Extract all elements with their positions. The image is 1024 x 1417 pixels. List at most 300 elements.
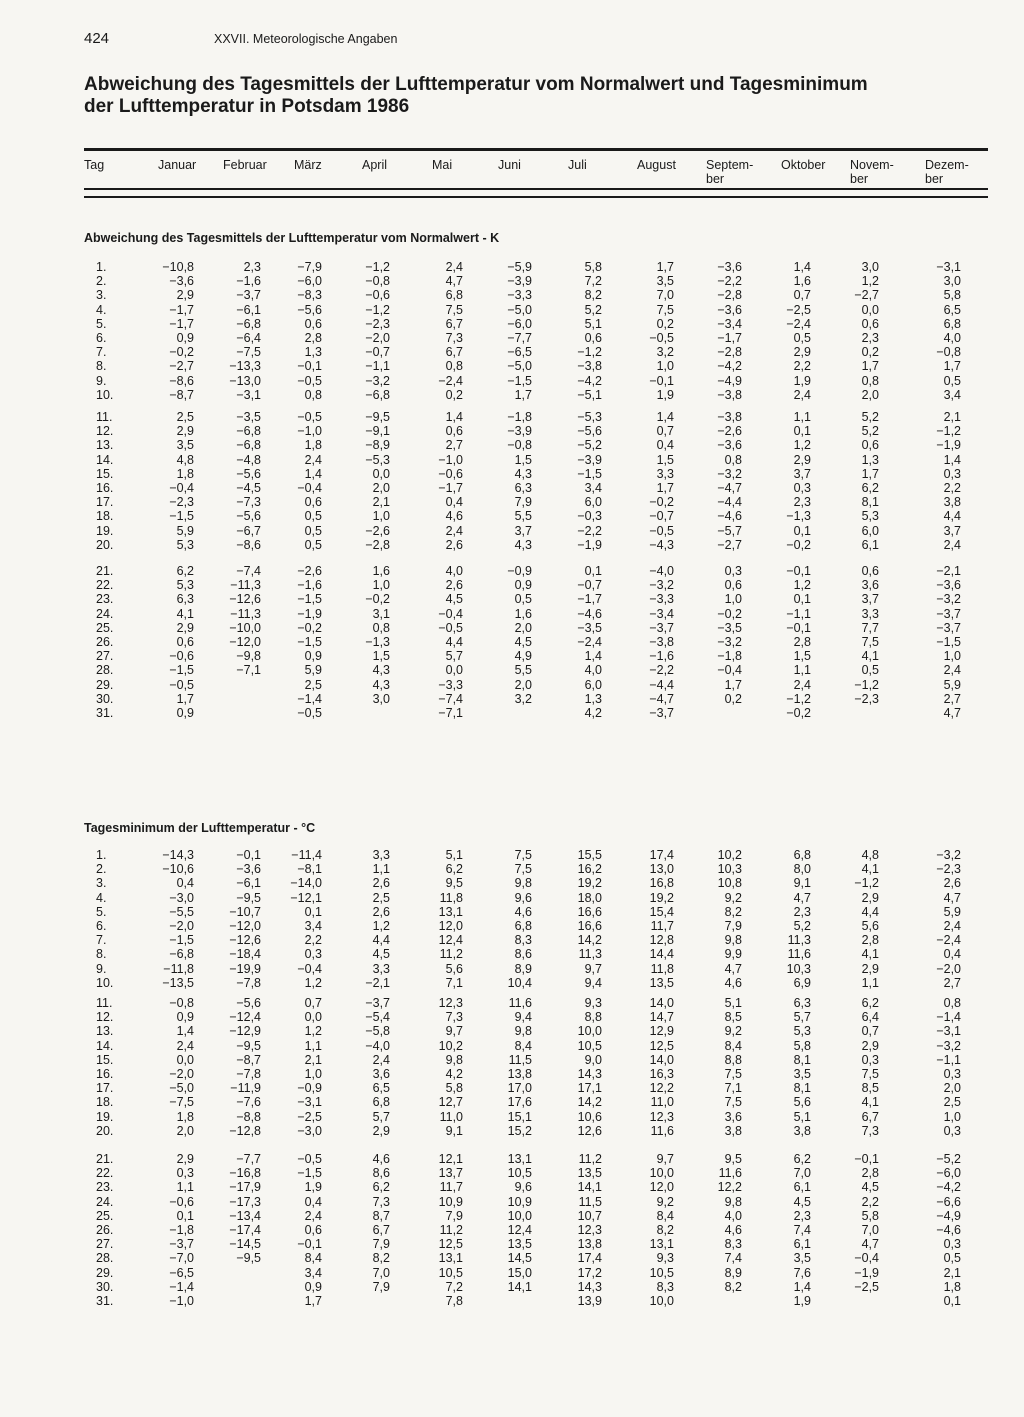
table-cell: −1,2: [936, 424, 961, 439]
table-cell: −2,7: [854, 288, 879, 303]
column-header-sep: [706, 158, 753, 186]
table-cell: 2,3: [793, 1208, 811, 1223]
table-cell: 0,2: [724, 691, 742, 706]
table-cell: 12,0: [438, 919, 463, 933]
column-header-label: Dezem-: [925, 158, 969, 172]
column-header-label: April: [362, 158, 388, 172]
table-cell: −3,3: [649, 592, 674, 607]
table-cell: −0,2: [786, 706, 811, 720]
column-header-aug: [637, 158, 676, 172]
table-cell: 0,5: [514, 592, 532, 607]
day-label: 1.: [96, 848, 107, 862]
table-cell: 3,5: [793, 1251, 811, 1266]
table-cell: 5,8: [793, 1038, 811, 1053]
table-cell: −2,4: [438, 373, 463, 388]
table-cell: 2,7: [943, 691, 961, 706]
table-cell: −5,1: [577, 387, 602, 402]
table-top-rule: [84, 148, 988, 151]
table-cell: 8,3: [514, 933, 532, 948]
table-cell: −4,6: [577, 606, 602, 621]
table-cell: 0,6: [304, 1223, 322, 1237]
table-cell: 0,6: [861, 438, 879, 453]
table-cell: 8,5: [861, 1081, 879, 1096]
table-cell: 13,5: [649, 975, 674, 990]
table-cell: 6,8: [793, 848, 811, 862]
table-cell: −2,3: [936, 862, 961, 877]
column-header-dez: [925, 158, 969, 186]
table-cell: 3,7: [514, 523, 532, 538]
day-label: 28.: [96, 1251, 114, 1266]
table-cell: 0,0: [861, 302, 879, 317]
table-cell: 14,4: [649, 947, 674, 962]
table-cell: −0,1: [854, 1152, 879, 1166]
table-cell: 6,1: [861, 537, 879, 552]
day-label: 12.: [96, 424, 114, 439]
table-cell: −2,5: [297, 1109, 322, 1124]
table-cell: 5,6: [861, 919, 879, 933]
table-cell: 2,2: [861, 1194, 879, 1209]
table-cell: 6,1: [793, 1180, 811, 1195]
table-cell: 12,6: [577, 1123, 602, 1138]
table-cell: 0,6: [861, 564, 879, 578]
table-cell: −6,1: [236, 876, 261, 891]
table-cell: −12,4: [229, 1010, 261, 1025]
table-cell: 17,0: [507, 1081, 532, 1096]
table-cell: 6,7: [445, 316, 463, 331]
table-cell: 14,0: [649, 996, 674, 1010]
table-cell: 4,5: [514, 635, 532, 649]
table-cell: −5,0: [507, 359, 532, 374]
table-cell: 10,9: [507, 1194, 532, 1209]
table-cell: 0,6: [176, 635, 194, 649]
table-cell: −11,9: [230, 1081, 261, 1096]
table-cell: 9,8: [445, 1052, 463, 1067]
table-cell: −6,0: [507, 316, 532, 331]
title-line-2: der Lufttemperatur in Potsdam 1986: [84, 96, 410, 117]
table-cell: 1,5: [793, 649, 811, 664]
table-cell: −6,8: [236, 316, 261, 331]
table-cell: 8,3: [656, 1279, 674, 1294]
table-cell: 2,5: [304, 677, 322, 692]
table-cell: 5,8: [584, 260, 602, 274]
table-cell: 9,7: [656, 1152, 674, 1166]
table-cell: −4,0: [365, 1038, 390, 1053]
table-cell: 10,0: [649, 1166, 674, 1181]
table-cell: 8,2: [724, 1279, 742, 1294]
table-cell: 0,5: [943, 1251, 961, 1266]
table-cell: −3,6: [936, 578, 961, 593]
table-cell: 2,0: [372, 481, 390, 495]
table-cell: 14,3: [577, 1067, 602, 1081]
table-cell: −0,4: [297, 961, 322, 976]
table-cell: −7,7: [507, 331, 532, 345]
day-label: 17.: [96, 1081, 114, 1096]
table-cell: −1,2: [577, 345, 602, 360]
table-cell: 16,2: [577, 862, 602, 877]
table-cell: 0,4: [656, 438, 674, 453]
table-cell: 4,7: [943, 706, 961, 720]
table-cell: 0,0: [176, 1052, 194, 1067]
table-cell: −1,9: [936, 438, 961, 453]
table-cell: 1,0: [943, 649, 961, 664]
table-cell: 1,8: [176, 1109, 194, 1124]
table-cell: 11,6: [718, 1166, 742, 1181]
table-cell: 4,4: [372, 933, 390, 948]
table-cell: 14,3: [577, 1279, 602, 1294]
table-cell: 7,6: [793, 1265, 811, 1280]
table-cell: 5,6: [793, 1095, 811, 1110]
table-cell: 2,2: [793, 359, 811, 374]
table-cell: 2,0: [514, 677, 532, 692]
table-cell: 0,7: [304, 996, 322, 1010]
table-cell: −0,5: [169, 677, 194, 692]
table-cell: 8,7: [372, 1208, 390, 1223]
table-cell: 4,5: [793, 1194, 811, 1209]
table-cell: 6,3: [514, 481, 532, 495]
table-cell: 1,5: [656, 452, 674, 467]
table-cell: 2,9: [861, 890, 879, 905]
table-cell: −5,4: [365, 1010, 390, 1025]
table-cell: −12,0: [229, 919, 261, 933]
table-cell: −1,5: [169, 509, 194, 524]
day-label: 23.: [96, 1180, 114, 1195]
table-cell: −8,1: [297, 862, 322, 877]
table-cell: 10,3: [786, 961, 811, 976]
table-cell: 2,6: [445, 578, 463, 593]
table-cell: −1,0: [169, 1294, 194, 1308]
table-cell: 5,3: [176, 537, 194, 552]
table-cell: 5,7: [445, 649, 463, 664]
table-cell: 8,4: [304, 1251, 322, 1266]
table-cell: −9,5: [236, 890, 261, 905]
day-label: 3.: [96, 876, 107, 891]
table-cell: 9,8: [514, 1024, 532, 1039]
table-cell: −5,2: [577, 438, 602, 453]
table-cell: 1,4: [445, 410, 463, 424]
table-cell: 12,3: [577, 1223, 602, 1237]
table-cell: 0,3: [793, 481, 811, 495]
table-cell: 11,8: [439, 890, 463, 905]
table-cell: −0,1: [297, 1237, 322, 1252]
table-cell: 1,9: [304, 1180, 322, 1195]
table-cell: 0,1: [176, 1208, 194, 1223]
table-cell: −12,9: [229, 1024, 261, 1039]
column-header-label: Juni: [498, 158, 521, 172]
table-cell: 1,4: [943, 452, 961, 467]
table-cell: 1,2: [304, 1024, 322, 1039]
table-cell: 10,5: [507, 1166, 532, 1181]
table-cell: 10,7: [577, 1208, 602, 1223]
column-header-jan: [158, 158, 196, 172]
table-cell: 9,1: [445, 1123, 463, 1138]
table-cell: 0,9: [514, 578, 532, 593]
table-cell: 9,2: [656, 1194, 674, 1209]
table-cell: −3,1: [297, 1095, 322, 1110]
table-cell: 5,3: [793, 1024, 811, 1039]
day-label: 27.: [96, 649, 114, 664]
table-cell: 8,6: [372, 1166, 390, 1181]
table-cell: 7,4: [793, 1223, 811, 1237]
table-cell: −13,4: [229, 1208, 261, 1223]
table-cell: 6,8: [943, 316, 961, 331]
table-cell: 2,4: [943, 663, 961, 678]
table-cell: 7,4: [724, 1251, 742, 1266]
table-cell: −1,2: [786, 691, 811, 706]
table-cell: −6,8: [236, 438, 261, 453]
table-cell: −2,4: [577, 635, 602, 649]
table-cell: 19,2: [649, 890, 674, 905]
table-cell: −7,7: [236, 1152, 261, 1166]
table-cell: 7,9: [372, 1279, 390, 1294]
table-cell: −2,5: [786, 302, 811, 317]
table-cell: 14,2: [577, 933, 602, 948]
table-cell: 3,2: [656, 345, 674, 360]
table-cell: −8,9: [365, 438, 390, 453]
table-cell: 1,4: [793, 1279, 811, 1294]
column-header-label-cont: ber: [925, 172, 944, 186]
table-cell: −7,3: [236, 495, 261, 510]
table-cell: −3,7: [649, 706, 674, 720]
column-header-label: Februar: [223, 158, 267, 172]
table-cell: −1,2: [365, 302, 390, 317]
table-cell: −4,9: [936, 1208, 961, 1223]
table-cell: 2,3: [793, 904, 811, 919]
table-cell: 5,9: [943, 677, 961, 692]
day-label: 14.: [96, 1038, 114, 1053]
table-cell: 7,0: [861, 1223, 879, 1237]
day-label: 1.: [96, 260, 107, 274]
table-cell: 2,6: [372, 904, 390, 919]
table-cell: 1,0: [943, 1109, 961, 1124]
table-cell: 14,7: [649, 1010, 674, 1025]
table-cell: 9,0: [584, 1052, 602, 1067]
day-label: 31.: [96, 706, 114, 720]
table-cell: 1,2: [793, 578, 811, 593]
day-label: 13.: [96, 438, 114, 453]
table-cell: 11,0: [650, 1095, 674, 1110]
table-cell: −11,3: [230, 578, 261, 593]
table-cell: −2,3: [169, 495, 194, 510]
day-label: 14.: [96, 452, 114, 467]
day-label: 29.: [96, 1265, 114, 1280]
table-cell: 10,0: [577, 1024, 602, 1039]
day-label: 26.: [96, 635, 114, 649]
table-cell: −4,2: [936, 1180, 961, 1195]
table-cell: 2,7: [943, 975, 961, 990]
table-cell: 5,1: [793, 1109, 811, 1124]
table-cell: 1,1: [176, 1180, 194, 1195]
table-cell: 15,0: [507, 1265, 532, 1280]
table-cell: 10,2: [717, 848, 742, 862]
table-cell: 5,9: [943, 904, 961, 919]
table-cell: −7,9: [297, 260, 322, 274]
table-cell: −0,4: [438, 606, 463, 621]
table-cell: 8,5: [724, 1010, 742, 1025]
table-cell: 0,8: [943, 996, 961, 1010]
day-label: 12.: [96, 1010, 114, 1025]
table-cell: −12,0: [229, 635, 261, 649]
title-line-1: Abweichung des Tagesmittels der Lufttemperatur vom Normalwert und Tagesminimum: [84, 74, 868, 95]
table-cell: 9,5: [724, 1152, 742, 1166]
table-cell: 2,1: [304, 1052, 322, 1067]
table-cell: 1,2: [304, 975, 322, 990]
table-cell: 6,2: [793, 1152, 811, 1166]
table-header-underline: [84, 196, 988, 198]
table-cell: −0,7: [577, 578, 602, 593]
table-cell: 1,1: [861, 975, 879, 990]
table-cell: 1,7: [514, 387, 532, 402]
column-header-label-cont: ber: [850, 172, 869, 186]
table-cell: −3,8: [649, 635, 674, 649]
table-cell: −11,3: [230, 606, 261, 621]
table-cell: 12,5: [438, 1237, 463, 1252]
table-cell: −3,2: [365, 373, 390, 388]
table-cell: 7,9: [372, 1237, 390, 1252]
table-cell: 2,5: [372, 890, 390, 905]
table-cell: 5,2: [584, 302, 602, 317]
table-cell: 11,7: [439, 1180, 463, 1195]
table-cell: −3,5: [717, 620, 742, 635]
table-cell: 6,4: [861, 1010, 879, 1025]
table-cell: 8,1: [793, 1052, 811, 1067]
table-cell: 2,4: [445, 523, 463, 538]
table-cell: 12,4: [438, 933, 463, 948]
table-cell: −2,0: [169, 919, 194, 933]
table-cell: 2,4: [793, 387, 811, 402]
table-cell: −19,9: [229, 961, 261, 976]
table-cell: 0,1: [793, 523, 811, 538]
table-cell: −2,2: [717, 274, 742, 289]
table-cell: 0,1: [584, 564, 602, 578]
table-cell: 2,0: [176, 1123, 194, 1138]
table-cell: −16,8: [229, 1166, 261, 1181]
table-cell: −5,0: [169, 1081, 194, 1096]
column-header-mar: [294, 158, 322, 172]
table-cell: −4,6: [936, 1223, 961, 1237]
table-cell: −5,7: [717, 523, 742, 538]
table-cell: 4,6: [445, 509, 463, 524]
table-cell: 2,1: [943, 410, 961, 424]
table-cell: 4,0: [943, 331, 961, 345]
column-header-label-cont: ber: [706, 172, 725, 186]
table-cell: −3,7: [365, 996, 390, 1010]
section-title: Tagesminimum der Lufttemperatur - °C: [84, 821, 316, 835]
table-cell: 0,4: [943, 947, 961, 962]
table-cell: −1,5: [297, 1166, 322, 1181]
table-cell: 0,7: [861, 1024, 879, 1039]
table-cell: 1,1: [793, 663, 811, 678]
table-cell: 6,8: [372, 1095, 390, 1110]
table-cell: −0,2: [717, 606, 742, 621]
table-cell: −1,2: [854, 677, 879, 692]
table-cell: −17,3: [229, 1194, 261, 1209]
table-cell: 1,2: [372, 919, 390, 933]
table-cell: 12,2: [717, 1180, 742, 1195]
table-cell: 2,3: [243, 260, 261, 274]
table-cell: 0,4: [176, 876, 194, 891]
table-cell: −1,9: [577, 537, 602, 552]
day-label: 24.: [96, 606, 114, 621]
table-cell: 7,3: [445, 1010, 463, 1025]
table-cell: −1,6: [649, 649, 674, 664]
table-cell: 1,4: [176, 1024, 194, 1039]
table-cell: −1,6: [297, 578, 322, 593]
table-cell: −3,0: [169, 890, 194, 905]
table-cell: −3,7: [236, 288, 261, 303]
table-cell: 0,3: [304, 947, 322, 962]
table-cell: 8,3: [724, 1237, 742, 1252]
table-cell: 1,5: [514, 452, 532, 467]
table-cell: 4,2: [584, 706, 602, 720]
table-cell: −3,2: [649, 578, 674, 593]
table-cell: −14,0: [290, 876, 322, 891]
table-cell: 11,2: [578, 1152, 602, 1166]
table-cell: −14,5: [229, 1237, 261, 1252]
table-cell: 2,9: [176, 288, 194, 303]
column-header-jun: [498, 158, 521, 172]
column-header-label: Juli: [568, 158, 587, 172]
table-cell: 4,1: [861, 649, 879, 664]
table-cell: 1,0: [304, 1067, 322, 1081]
table-cell: 10,2: [438, 1038, 463, 1053]
table-cell: −3,6: [717, 438, 742, 453]
day-label: 3.: [96, 288, 107, 303]
table-cell: 2,1: [943, 1265, 961, 1280]
table-cell: −2,6: [717, 424, 742, 439]
day-label: 27.: [96, 1237, 114, 1252]
table-cell: 19,2: [577, 876, 602, 891]
table-cell: 0,9: [176, 706, 194, 720]
table-cell: −1,5: [169, 933, 194, 948]
table-cell: 7,0: [372, 1265, 390, 1280]
column-header-apr: [362, 158, 387, 172]
table-cell: 13,8: [577, 1237, 602, 1252]
table-cell: 0,9: [176, 331, 194, 345]
table-cell: 10,8: [717, 876, 742, 891]
column-header-nov: [850, 158, 894, 186]
table-cell: −0,8: [365, 274, 390, 289]
column-header-okt: [781, 158, 825, 172]
table-cell: 17,2: [577, 1265, 602, 1280]
table-cell: 12,7: [438, 1095, 463, 1110]
table-cell: 4,7: [861, 1237, 879, 1252]
table-cell: 4,4: [861, 904, 879, 919]
table-cell: −0,4: [717, 663, 742, 678]
table-cell: −2,1: [365, 975, 390, 990]
table-cell: 8,1: [861, 495, 879, 510]
table-cell: −9,8: [236, 649, 261, 664]
table-cell: 10,9: [438, 1194, 463, 1209]
table-cell: −8,7: [236, 1052, 261, 1067]
table-cell: −2,8: [717, 345, 742, 360]
table-cell: −3,8: [717, 410, 742, 424]
day-label: 21.: [96, 1152, 114, 1166]
table-cell: −3,3: [438, 677, 463, 692]
table-cell: 4,7: [445, 274, 463, 289]
table-cell: 0,3: [943, 1237, 961, 1252]
table-cell: 5,2: [861, 410, 879, 424]
table-cell: 4,0: [724, 1208, 742, 1223]
table-cell: 1,7: [943, 359, 961, 374]
table-cell: −4,7: [717, 481, 742, 495]
day-label: 28.: [96, 663, 114, 678]
table-cell: 9,6: [514, 1180, 532, 1195]
table-cell: 1,0: [372, 578, 390, 593]
day-label: 2.: [96, 862, 107, 877]
table-cell: 1,1: [793, 410, 811, 424]
table-cell: 1,4: [656, 410, 674, 424]
day-label: 19.: [96, 523, 114, 538]
